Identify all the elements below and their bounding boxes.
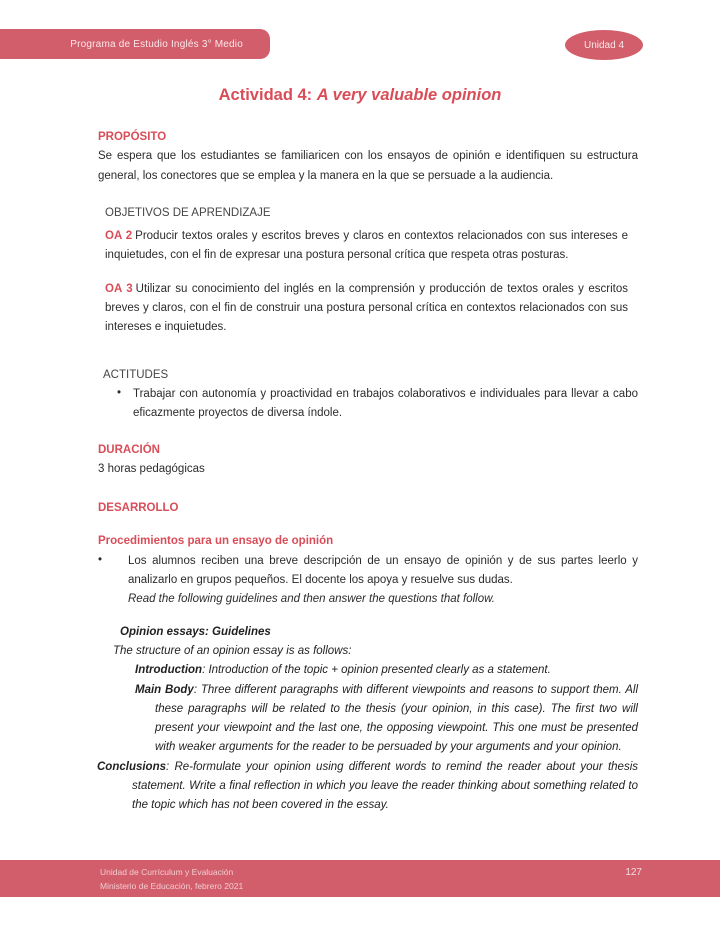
procedimientos-section xyxy=(98,532,638,609)
oa2-text: Producir textos orales y escritos breves y claros en contextos relacionados con sus intereses e inquietudes, con el fin de expresar una postura personal crítica que respeta otras posturas. xyxy=(105,230,628,262)
guidelines-block xyxy=(98,623,638,816)
procedimientos-instruction-italic: Read the following guidelines and then answer the questions that follow. xyxy=(128,593,495,606)
unit-badge-label: Unidad 4 xyxy=(583,39,625,51)
page-number: 127 xyxy=(625,867,642,878)
guideline-text: : Introduction of the topic + opinion presented clearly as a statement. xyxy=(202,664,551,677)
footer-text xyxy=(100,865,243,893)
oa3-text: Utilizar su conocimiento del inglés en la comprensión y producción de textos orales y escritos breves y claros, con el fin de construir una postura personal crítica en contextos relacionados con sus intereses e inquietudes. xyxy=(105,282,628,334)
desarrollo-heading: DESARROLLO xyxy=(98,502,179,515)
guideline-item-introduction xyxy=(98,661,638,680)
unit-badge xyxy=(565,30,643,60)
guideline-item-main-body xyxy=(98,681,638,758)
oa3-paragraph xyxy=(105,280,628,338)
document-body xyxy=(98,128,638,816)
proposito-text: Se espera que los estudiantes se familiaricen con los ensayos de opinión e identifiquen su estructura general, los conectores que se emplea y la manera en la que se persuade a la audiencia. xyxy=(98,150,638,182)
bullet-icon: • xyxy=(98,553,103,566)
duracion-section xyxy=(98,441,638,480)
page-title xyxy=(0,86,720,105)
guideline-label: Conclusions xyxy=(97,760,167,773)
guidelines-title: Opinion essays: Guidelines xyxy=(120,625,271,638)
program-badge-label: Programa de Estudio Inglés 3° Medio xyxy=(70,38,243,50)
guidelines-intro: The structure of an opinion essay is as follows: xyxy=(113,644,352,657)
actitudes-heading: ACTITUDES xyxy=(103,368,169,381)
oa2-paragraph xyxy=(105,227,628,266)
oa3-label: OA 3 xyxy=(105,282,133,295)
procedimientos-bullet-text: Los alumnos reciben una breve descripción de un ensayo de opinión y de sus partes leerlo y analizarlo en grupos pequeños. El docente los apoya y resuelve sus dudas. xyxy=(128,554,638,587)
objetivos-section xyxy=(105,204,628,338)
program-badge xyxy=(0,29,270,59)
footer-line1: Unidad de Currículum y Evaluación xyxy=(100,867,234,877)
guideline-text: : Re-formulate your opinion using different words to remind the reader about your thesis statement. Write a final reflection in which you leave the reader thinking about something related to the topic which has not been covered in the essay. xyxy=(132,760,638,812)
guideline-item-conclusions xyxy=(98,758,638,816)
guideline-label: Introduction xyxy=(135,664,203,677)
duracion-heading: DURACIÓN xyxy=(98,443,160,456)
duracion-text: 3 horas pedagógicas xyxy=(98,462,205,475)
desarrollo-section xyxy=(98,499,638,518)
oa2-label: OA 2 xyxy=(105,230,133,243)
objetivos-heading: OBJETIVOS DE APRENDIZAJE xyxy=(105,206,271,219)
page-title-italic: A very valuable opinion xyxy=(316,86,502,104)
footer-bar xyxy=(0,860,720,897)
actitudes-section xyxy=(103,366,638,424)
procedimientos-heading: Procedimientos para un ensayo de opinión xyxy=(98,535,334,548)
actitudes-bullet-item xyxy=(103,385,638,424)
bullet-icon: • xyxy=(117,386,122,399)
guideline-label: Main Body xyxy=(135,683,194,696)
guideline-text: : Three different paragraphs with different viewpoints and reasons to support them. All these paragraphs will be related to the thesis (your opinion, in this case). The first two will present your viewpoint and the last one, the opposing viewpoint. This one must be presented with weaker arguments for the reader to be persuaded by your arguments and your opinion. xyxy=(155,683,639,754)
footer-line2: Ministerio de Educación, febrero 2021 xyxy=(100,881,244,891)
procedimientos-bullet-item xyxy=(98,552,638,610)
proposito-heading: PROPÓSITO xyxy=(98,131,167,143)
actitudes-bullet-text: Trabajar con autonomía y proactividad en trabajos colaborativos e individuales para llevar a cabo eficazmente proyectos de diversa índole. xyxy=(133,387,638,420)
page-title-prefix: Actividad 4: xyxy=(218,86,317,104)
